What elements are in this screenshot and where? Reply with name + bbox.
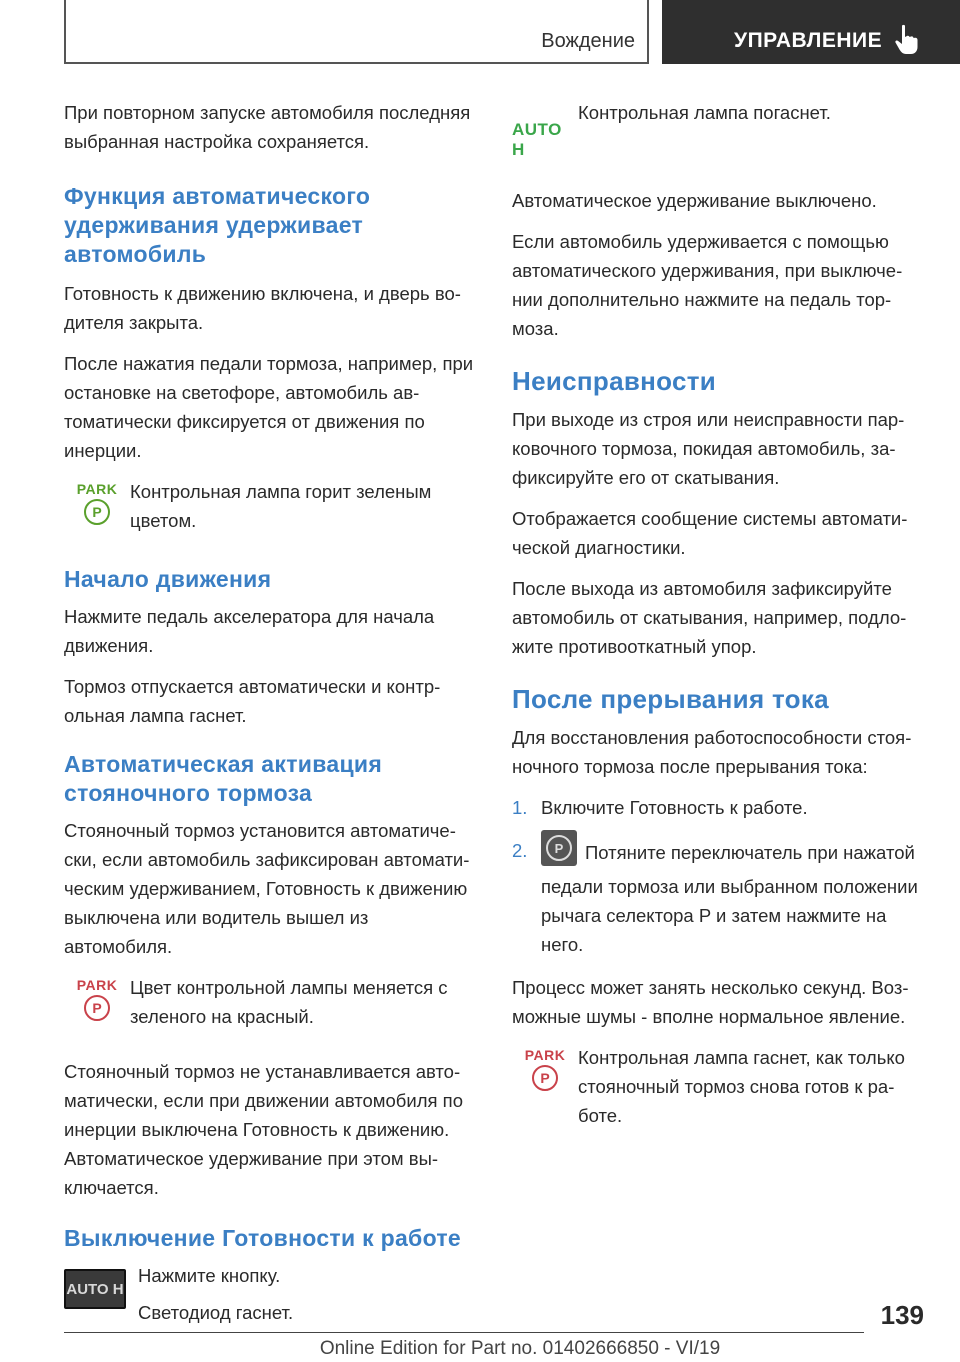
parking-brake-switch-icon: P	[541, 830, 577, 866]
footer-divider	[64, 1332, 864, 1333]
paragraph: Если автомобиль удерживается с помощью автоматического удерживания, при выключении дополнительно нажмите на педаль тормоза.	[512, 231, 903, 339]
step-text: Светодиод гаснет.	[138, 1302, 294, 1323]
list-item: 2. P Потяните переключатель при нажатой педали тормоза или выбранном положении рычага селектора P и затем нажмите на него.	[512, 836, 926, 959]
paragraph: Готовность к движению включена, и дверь водителя закрыта.	[64, 283, 461, 333]
header-chapter-label: УПРАВЛЕНИЕ	[734, 29, 883, 52]
header-section-tab[interactable]	[64, 0, 649, 64]
list-item: 1. Включите Готовность к работе.	[512, 797, 808, 818]
right-column	[512, 98, 926, 1156]
park-red-indicator-icon: PARK P	[527, 1047, 563, 1091]
auto-h-button-icon: AUTO H	[64, 1269, 126, 1309]
button-row	[64, 1261, 478, 1335]
paragraph: Автоматическое удерживание выключено.	[512, 190, 877, 211]
indicator-text: Контрольная лампа гаснет, как только стояночный тормоз снова готов к работе.	[578, 1047, 905, 1126]
paragraph: Нажмите педаль акселератора для начала движения.	[64, 606, 435, 656]
indicator-row	[512, 98, 926, 160]
park-red-indicator-icon: PARK P	[79, 977, 115, 1021]
section-heading-start: Начало движения	[64, 566, 272, 592]
indicator-row	[64, 477, 478, 543]
paragraph: Стояночный тормоз не устанавливается автоматически, если при движении автомобиля по инерции выключена Готовность к движению. Автоматическое удерживание при этом выключается.	[64, 1061, 463, 1198]
left-column	[64, 98, 478, 1353]
park-green-indicator-icon: PARK P	[79, 481, 115, 525]
indicator-text: Цвет контрольной лампы меняется с зеленого на красный.	[130, 977, 448, 1027]
indicator-text: Контрольная лампа горит зеленым цветом.	[130, 481, 432, 531]
step-text: Нажмите кнопку.	[138, 1265, 281, 1286]
header-chapter-tab[interactable]	[662, 0, 960, 64]
indicator-text: Контрольная лампа погаснет.	[578, 102, 831, 123]
section-heading-auto-hold: Функция автоматического удерживания удерживает автомобиль	[64, 183, 371, 267]
paragraph: При повторном запуске автомобиля последняя выбранная настройка сохраняется.	[64, 102, 471, 152]
footer-edition: Online Edition for Part no. 01402666850 - VI/19	[319, 1338, 721, 1359]
section-heading-auto-activation: Автоматическая активация стояночного тормоза	[64, 751, 383, 806]
paragraph: После нажатия педали тормоза, например, при остановке на светофоре, автомобиль автоматически фиксируется от движения по инерции.	[64, 353, 474, 461]
indicator-row	[64, 973, 478, 1039]
indicator-row	[512, 1043, 926, 1138]
header-section-label: Вождение	[541, 30, 635, 52]
steps-list	[512, 793, 926, 959]
paragraph: Отображается сообщение системы автоматической диагностики.	[512, 508, 908, 558]
paragraph: Для восстановления работоспособности стояночного тормоза после прерывания тока:	[512, 727, 912, 777]
section-heading-malfunctions: Неисправности	[512, 366, 717, 396]
paragraph: Процесс может занять несколько секунд. Возможные шумы - вполне нормальное явление.	[512, 977, 909, 1027]
paragraph: При выходе из строя или неисправности парковочного тормоза, покидая автомобиль, зафиксируйте его от скатывания.	[512, 409, 905, 488]
pointing-hand-icon	[894, 24, 920, 56]
paragraph: Тормоз отпускается автоматически и контрольная лампа гаснет.	[64, 676, 441, 726]
section-heading-standby-off: Выключение Готовности к работе	[64, 1225, 462, 1251]
paragraph: Стояночный тормоз установится автоматически, если автомобиль зафиксирован автоматическим удерживанием, Готовность к движению выключена или водитель вышел из автомобиля.	[64, 820, 470, 957]
paragraph: После выхода из автомобиля зафиксируйте автомобиль от скатывания, например, подложите противооткатный упор.	[512, 578, 907, 657]
auto-h-indicator-icon: AUTO H	[512, 120, 562, 159]
page-number: 139	[880, 1300, 924, 1330]
section-heading-power-interruption: После прерывания тока	[512, 684, 829, 714]
